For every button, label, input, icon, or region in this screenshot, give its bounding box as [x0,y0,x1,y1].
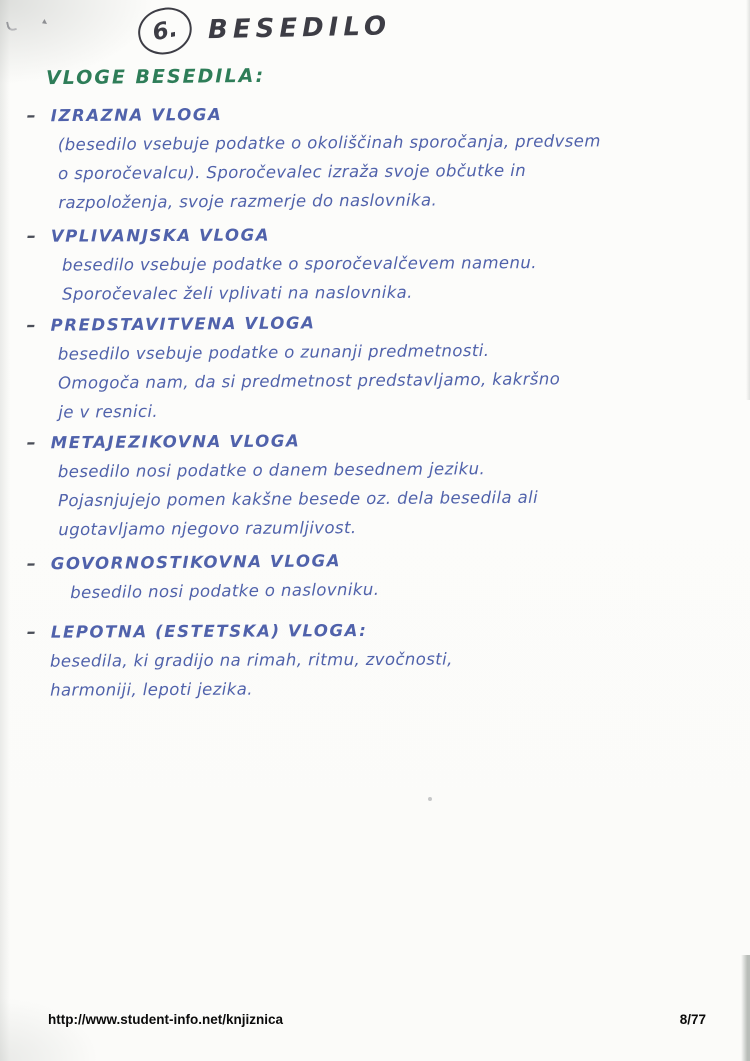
bullet-dash: – [26,225,36,247]
section-line: je v resnici. [58,401,159,422]
section-line: (besedilo vsebuje podatke o okoliščinah sporočanja, predvsem [57,131,601,155]
bullet-dash: – [26,105,36,127]
title-row [138,3,392,54]
note-section-lepotna [0,618,730,705]
footer-page-indicator: 8/77 [679,1012,706,1027]
scan-edge-shadow-top [746,0,750,400]
note-section-izrazna [0,100,730,217]
scan-speck [428,797,432,801]
printed-footer [0,1012,750,1034]
bullet-dash: – [26,314,36,336]
note-section-metajezikovna [0,427,730,544]
notes-heading: VLOGE BESEDILA: [45,64,266,90]
section-line: Sporočevalec želi vplivati na naslovnika. [62,282,413,304]
section-title: METAJEZIKOVNA VLOGA [50,431,301,453]
section-title: PREDSTAVITVENA VLOGA [50,313,316,335]
note-section-vplivanjska [0,222,730,309]
note-section-govornostikovna [0,546,730,608]
note-section-predstavitvena [0,309,730,427]
section-line: razpoloženja, svoje razmerje do naslovnika. [58,190,438,213]
pen-mark [42,19,47,24]
section-line: Omogoča nam, da si predmetnost predstavljamo, kakršno [58,369,561,393]
section-line: harmoniji, lepoti jezika. [50,679,253,700]
section-line: o sporočevalcu). Sporočevalec izraža svoje občutke in [58,160,527,184]
scan-edge-shadow [741,955,750,1061]
section-line: besedila, ki gradijo na rimah, ritmu, zvočnosti, [49,649,453,671]
section-title: VPLIVANJSKA VLOGA [50,225,271,246]
section-line: besedilo nosi podatke o naslovniku. [70,579,380,603]
bullet-dash: – [26,621,36,643]
section-number: 6. [150,15,180,47]
pen-mark [6,20,17,32]
section-line: ugotavljamo njegovo razumljivost. [58,518,357,540]
bullet-dash: – [26,432,36,454]
section-title: LEPOTNA (ESTETSKA) VLOGA: [50,620,368,642]
section-number-badge [134,3,196,59]
section-line: besedilo vsebuje podatke o zunanji predmetnosti. [57,340,490,364]
section-title: GOVORNOSTIKOVNA VLOGA [50,551,342,574]
footer-url: http://www.student-info.net/knjiznica [48,1012,283,1027]
section-line: besedilo nosi podatke o danem besednem jeziku. [57,459,486,482]
section-line: Pojasnjujejo pomen kakšne besede oz. dela besedila ali [58,487,539,511]
page-title: BESEDILO [207,11,392,46]
bullet-dash: – [26,553,36,575]
section-title: IZRAZNA VLOGA [50,104,223,126]
section-line: besedilo vsebuje podatke o sporočevalčevem namenu. [61,253,537,275]
